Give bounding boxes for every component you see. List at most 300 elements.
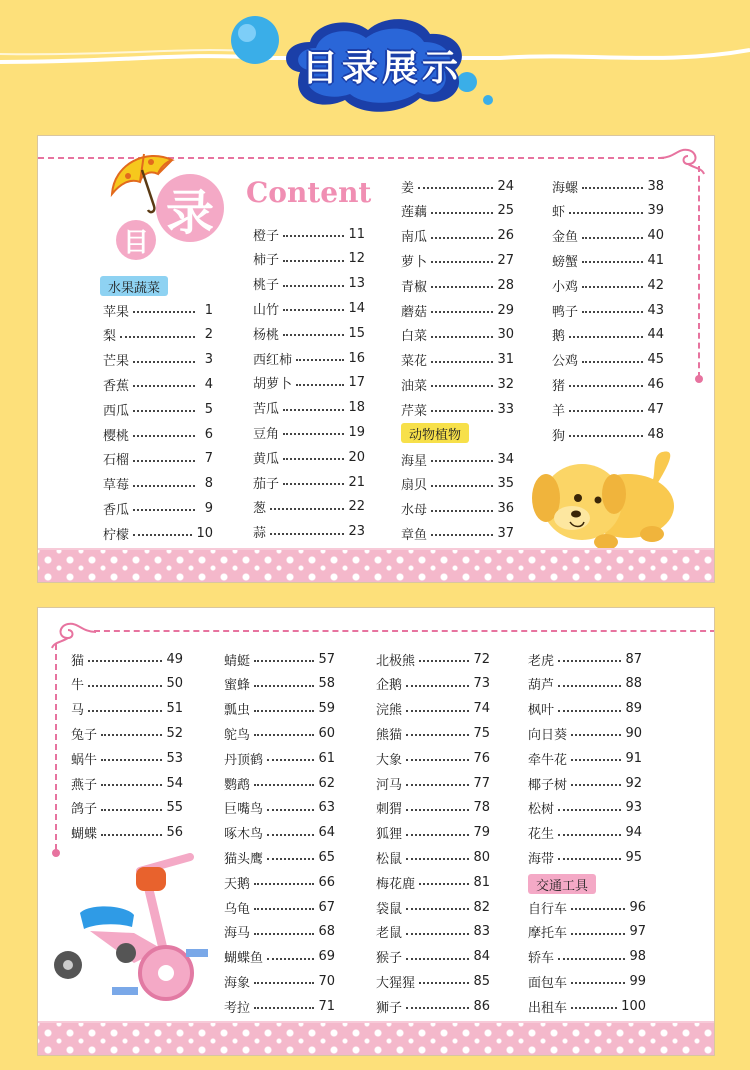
entry-page-number: 82 [473, 899, 490, 915]
entry-name: 马 [71, 703, 85, 719]
entry-name: 蜻蜓 [224, 653, 251, 669]
toc-entry[interactable] [253, 297, 365, 319]
entry-page-number: 20 [348, 449, 365, 465]
toc-entry[interactable] [253, 248, 365, 270]
entry-page-number: 9 [204, 500, 213, 516]
dot-leader [419, 652, 469, 662]
toc-entry[interactable] [528, 822, 642, 844]
entry-name: 松鼠 [376, 851, 403, 867]
entry-name: 蝴蝶 [71, 827, 98, 843]
entry-page-number: 26 [497, 228, 514, 244]
entry-name: 巨嘴鸟 [224, 802, 264, 818]
dot-leader [296, 351, 344, 361]
toc-entry[interactable] [103, 373, 213, 395]
entry-name: 章鱼 [401, 527, 428, 543]
entry-page-number: 4 [204, 376, 213, 392]
toc-entry[interactable] [528, 722, 642, 744]
dot-leader [406, 850, 469, 860]
toc-entry[interactable] [253, 273, 365, 295]
dot-leader [418, 179, 493, 189]
dot-leader [283, 425, 344, 435]
entry-page-number: 98 [629, 949, 646, 965]
toc-entry[interactable] [401, 398, 514, 420]
entry-page-number: 68 [318, 924, 335, 940]
toc-entry[interactable] [103, 398, 213, 420]
entry-name: 北极熊 [376, 653, 416, 669]
dot-leader [283, 301, 344, 311]
entry-page-number: 90 [625, 725, 642, 741]
toc-entry[interactable] [224, 896, 335, 918]
dot-leader [431, 253, 493, 263]
dot-leader [406, 702, 469, 712]
lace-border-bottom [38, 1021, 714, 1055]
toc-entry[interactable] [103, 473, 213, 495]
toc-entry[interactable] [401, 448, 514, 470]
entry-page-number: 71 [318, 998, 335, 1014]
toc-entry[interactable] [224, 648, 335, 670]
toc-entry[interactable] [253, 372, 365, 394]
entry-name: 青椒 [401, 279, 428, 295]
entry-page-number: 65 [318, 849, 335, 865]
dot-leader [133, 303, 195, 313]
bottom-dashed-rule [94, 630, 715, 632]
toc-entry[interactable] [71, 822, 183, 844]
entry-page-number: 48 [647, 426, 664, 442]
entry-name: 黄瓜 [253, 451, 280, 467]
toc-entry[interactable] [528, 747, 642, 769]
entry-page-number: 88 [625, 676, 642, 692]
dot-leader [571, 974, 625, 984]
right-dashed-rule [698, 166, 700, 378]
toc-entry[interactable] [253, 521, 365, 543]
toc-entry[interactable] [528, 995, 646, 1017]
toc-entry[interactable] [224, 871, 335, 893]
entry-name: 扇贝 [401, 478, 428, 494]
dot-leader [431, 328, 493, 338]
entry-name: 乌龟 [224, 901, 251, 917]
entry-name: 西瓜 [103, 403, 130, 419]
entry-page-number: 87 [625, 651, 642, 667]
entry-name: 鸭子 [552, 304, 579, 320]
toc-entry[interactable] [224, 946, 335, 968]
lace-border-top [38, 548, 714, 582]
entry-page-number: 93 [625, 800, 642, 816]
entry-page-number: 3 [204, 352, 213, 368]
toc-entry[interactable] [376, 772, 490, 794]
entry-name: 面包车 [528, 975, 568, 991]
entry-name: 考拉 [224, 1000, 251, 1016]
entry-page-number: 45 [647, 352, 664, 368]
entry-page-number: 37 [497, 525, 514, 541]
toc-entry[interactable] [401, 274, 514, 296]
toc-entry[interactable] [71, 772, 183, 794]
dot-leader [558, 801, 621, 811]
entry-page-number: 10 [196, 525, 213, 541]
dot-leader [431, 204, 493, 214]
dot-leader [406, 900, 469, 910]
entry-page-number: 60 [318, 725, 335, 741]
entry-name: 大象 [376, 752, 403, 768]
entry-name: 鹦鹉 [224, 777, 251, 793]
toc-entry[interactable] [552, 249, 664, 271]
entry-name: 油菜 [401, 378, 428, 394]
entry-name: 花生 [528, 827, 555, 843]
toc-entry[interactable] [224, 846, 335, 868]
entry-page-number: 14 [348, 300, 365, 316]
toc-entry[interactable] [552, 398, 664, 420]
entry-page-number: 62 [318, 775, 335, 791]
toc-entry[interactable] [103, 324, 213, 346]
entry-name: 虾 [552, 205, 566, 221]
toc-entry[interactable] [376, 846, 490, 868]
entry-page-number: 41 [647, 252, 664, 268]
toc-entry[interactable] [376, 722, 490, 744]
toc-entry[interactable] [552, 423, 664, 445]
toc-entry[interactable] [103, 448, 213, 470]
toc-entry[interactable] [224, 822, 335, 844]
dot-leader [101, 801, 162, 811]
dot-leader [254, 974, 314, 984]
entry-page-number: 55 [166, 800, 183, 816]
category-label: 水果蔬菜 [100, 276, 168, 296]
entry-name: 白菜 [401, 329, 428, 345]
dot-leader [133, 526, 192, 536]
entry-name: 梨 [103, 329, 117, 345]
entry-name: 香瓜 [103, 502, 130, 518]
dot-leader [254, 776, 314, 786]
toc-entry[interactable] [224, 797, 335, 819]
category-label: 动物植物 [401, 423, 469, 443]
dot-leader [558, 826, 621, 836]
toc-entry[interactable] [401, 175, 514, 197]
dot-leader [88, 702, 162, 712]
entry-page-number: 74 [473, 701, 490, 717]
dot-leader [406, 950, 469, 960]
dot-leader [406, 751, 469, 761]
dot-leader [406, 826, 469, 836]
entry-name: 自行车 [528, 901, 568, 917]
entry-name: 海马 [224, 926, 251, 942]
entry-page-number: 40 [647, 228, 664, 244]
entry-name: 熊猫 [376, 727, 403, 743]
toc-entry[interactable] [253, 446, 365, 468]
entry-page-number: 36 [497, 501, 514, 517]
entry-page-number: 42 [647, 277, 664, 293]
toc-entry[interactable] [71, 698, 183, 720]
entry-name: 椰子树 [528, 777, 568, 793]
dot-leader [406, 999, 469, 1009]
entry-name: 茄子 [253, 476, 280, 492]
entry-name: 轿车 [528, 951, 555, 967]
entry-name: 羊 [552, 403, 566, 419]
entry-name: 蜜蜂 [224, 678, 251, 694]
toc-entry[interactable] [103, 423, 213, 445]
toc-entry[interactable] [528, 946, 646, 968]
entry-name: 出租车 [528, 1000, 568, 1016]
toc-entry[interactable] [552, 349, 664, 371]
dot-leader [582, 229, 643, 239]
rule-end-dot [694, 374, 704, 384]
toc-entry[interactable] [103, 299, 213, 321]
dot-leader [431, 477, 493, 487]
dot-leader [283, 277, 344, 287]
entry-page-number: 12 [348, 251, 365, 267]
toc-entry[interactable] [224, 673, 335, 695]
entry-page-number: 13 [348, 276, 365, 292]
entry-page-number: 17 [348, 375, 365, 391]
entry-page-number: 69 [318, 949, 335, 965]
toc-entry[interactable] [401, 473, 514, 495]
toc-entry[interactable] [71, 747, 183, 769]
entry-name: 狗 [552, 428, 566, 444]
entry-page-number: 57 [318, 651, 335, 667]
dot-leader [254, 875, 314, 885]
entry-page-number: 44 [647, 327, 664, 343]
tricycle-illustration [50, 853, 210, 1013]
entry-page-number: 22 [348, 499, 365, 515]
dot-leader [431, 377, 493, 387]
toc-entry[interactable] [253, 223, 365, 245]
toc-entry[interactable] [401, 522, 514, 544]
toc-entry[interactable] [528, 846, 642, 868]
toc-entry[interactable] [401, 324, 514, 346]
entry-name: 水母 [401, 503, 428, 519]
entry-page-number: 52 [166, 725, 183, 741]
entry-name: 蜗牛 [71, 752, 98, 768]
entry-name: 猴子 [376, 951, 403, 967]
entry-page-number: 46 [647, 376, 664, 392]
entry-name: 山竹 [253, 302, 280, 318]
entry-page-number: 38 [647, 178, 664, 194]
toc-entry[interactable] [401, 498, 514, 520]
toc-entry[interactable] [528, 772, 642, 794]
dot-leader [283, 326, 344, 336]
entry-name: 石榴 [103, 453, 130, 469]
entry-page-number: 1 [204, 302, 213, 318]
toc-entry[interactable] [552, 175, 664, 197]
entry-name: 枫叶 [528, 703, 555, 719]
toc-entry[interactable] [401, 249, 514, 271]
dot-leader [431, 526, 493, 536]
dot-leader [254, 925, 314, 935]
dot-leader [406, 726, 469, 736]
toc-entry[interactable] [71, 797, 183, 819]
entry-name: 刺猬 [376, 802, 403, 818]
toc-entry[interactable] [376, 822, 490, 844]
entry-page-number: 72 [473, 651, 490, 667]
entry-name: 燕子 [71, 777, 98, 793]
entry-name: 鹅 [552, 329, 566, 345]
toc-entry[interactable] [376, 747, 490, 769]
entry-page-number: 39 [647, 203, 664, 219]
toc-entry[interactable] [528, 648, 642, 670]
entry-name: 狐狸 [376, 827, 403, 843]
toc-entry[interactable] [376, 896, 490, 918]
toc-entry[interactable] [528, 896, 646, 918]
entry-page-number: 32 [497, 376, 514, 392]
entry-name: 牵牛花 [528, 752, 568, 768]
toc-entry[interactable] [401, 200, 514, 222]
toc-entry[interactable] [103, 522, 213, 544]
dot-leader [582, 253, 643, 263]
dot-leader [582, 303, 643, 313]
toc-entry[interactable] [552, 324, 664, 346]
dot-leader [406, 677, 469, 687]
dot-leader [254, 652, 314, 662]
dot-leader [133, 377, 195, 387]
toc-entry[interactable] [253, 496, 365, 518]
entry-page-number: 7 [204, 451, 213, 467]
toc-page-bottom [37, 607, 715, 1056]
entry-name: 莲藕 [401, 205, 428, 221]
entry-page-number: 84 [473, 949, 490, 965]
entry-page-number: 16 [348, 350, 365, 366]
dot-leader [431, 353, 493, 363]
entry-name: 老鼠 [376, 926, 403, 942]
entry-name: 芒果 [103, 354, 130, 370]
entry-page-number: 67 [318, 899, 335, 915]
entry-name: 狮子 [376, 1000, 403, 1016]
toc-entry[interactable] [376, 698, 490, 720]
toc-entry[interactable] [253, 397, 365, 419]
entry-name: 猫头鹰 [224, 851, 264, 867]
dot-leader [120, 328, 195, 338]
entry-name: 公鸡 [552, 354, 579, 370]
dot-leader [270, 525, 344, 535]
dot-leader [88, 652, 162, 662]
toc-entry[interactable] [552, 274, 664, 296]
entry-page-number: 2 [204, 327, 213, 343]
entry-page-number: 66 [318, 874, 335, 890]
toc-entry[interactable] [224, 722, 335, 744]
entry-name: 胡萝卜 [253, 377, 293, 393]
toc-entry[interactable] [376, 921, 490, 943]
toc-entry[interactable] [376, 946, 490, 968]
entry-page-number: 75 [473, 725, 490, 741]
toc-entry[interactable] [224, 772, 335, 794]
dot-leader [101, 826, 162, 836]
heading-mu: 目 [116, 220, 156, 260]
entry-name: 海象 [224, 975, 251, 991]
toc-entry[interactable] [71, 722, 183, 744]
dot-leader [406, 801, 469, 811]
toc-entry[interactable] [552, 225, 664, 247]
entry-page-number: 100 [621, 998, 646, 1014]
dot-leader [406, 925, 469, 935]
toc-entry[interactable] [552, 200, 664, 222]
entry-page-number: 89 [625, 701, 642, 717]
dot-leader [283, 252, 344, 262]
toc-entry[interactable] [253, 471, 365, 493]
toc-entry[interactable] [224, 698, 335, 720]
dot-leader [283, 450, 344, 460]
dot-leader [254, 900, 314, 910]
toc-entry[interactable] [224, 921, 335, 943]
entry-page-number: 79 [473, 825, 490, 841]
entry-name: 摩托车 [528, 926, 568, 942]
entry-page-number: 47 [647, 401, 664, 417]
toc-entry[interactable] [552, 373, 664, 395]
toc-entry[interactable] [253, 347, 365, 369]
toc-entry[interactable] [103, 349, 213, 371]
toc-entry[interactable] [401, 225, 514, 247]
toc-entry[interactable] [376, 995, 490, 1017]
toc-entry[interactable] [376, 797, 490, 819]
entry-page-number: 64 [318, 825, 335, 841]
toc-entry[interactable] [253, 322, 365, 344]
toc-entry[interactable] [552, 299, 664, 321]
toc-entry[interactable] [528, 797, 642, 819]
entry-page-number: 59 [318, 701, 335, 717]
toc-entry[interactable] [401, 299, 514, 321]
dot-leader [133, 477, 195, 487]
category-label: 交通工具 [528, 874, 596, 894]
dot-leader [267, 801, 314, 811]
left-dashed-rule [55, 644, 57, 850]
entry-page-number: 34 [497, 451, 514, 467]
entry-page-number: 5 [204, 401, 213, 417]
dot-leader [569, 204, 643, 214]
entry-name: 松树 [528, 802, 555, 818]
toc-entry[interactable] [71, 648, 183, 670]
entry-page-number: 86 [473, 998, 490, 1014]
dot-leader [571, 925, 625, 935]
toc-entry[interactable] [401, 349, 514, 371]
puppy-illustration [528, 446, 678, 558]
entry-page-number: 83 [473, 924, 490, 940]
entry-name: 螃蟹 [552, 254, 579, 270]
entry-name: 柠檬 [103, 527, 130, 543]
toc-entry[interactable] [253, 421, 365, 443]
toc-entry[interactable] [224, 995, 335, 1017]
toc-entry[interactable] [103, 497, 213, 519]
toc-entry[interactable] [376, 673, 490, 695]
entry-name: 蒜 [253, 526, 267, 542]
toc-entry[interactable] [376, 871, 490, 893]
toc-page-top [37, 135, 715, 583]
toc-entry[interactable] [528, 673, 642, 695]
dot-leader [283, 401, 344, 411]
entry-name: 浣熊 [376, 703, 403, 719]
entry-page-number: 56 [166, 825, 183, 841]
toc-entry[interactable] [376, 970, 490, 992]
toc-entry[interactable] [528, 698, 642, 720]
toc-entry[interactable] [401, 373, 514, 395]
toc-entry[interactable] [71, 673, 183, 695]
entry-name: 牛 [71, 678, 85, 694]
dot-leader [571, 751, 621, 761]
entry-name: 鸵鸟 [224, 727, 251, 743]
toc-entry[interactable] [224, 747, 335, 769]
entry-page-number: 54 [166, 775, 183, 791]
toc-entry[interactable] [528, 921, 646, 943]
swirl-ornament-icon [658, 146, 708, 176]
entry-name: 兔子 [71, 727, 98, 743]
dot-leader [88, 677, 162, 687]
page-title: 目录展示 [301, 48, 462, 89]
entry-name: 杨桃 [253, 327, 280, 343]
toc-entry[interactable] [376, 648, 490, 670]
entry-name: 桃子 [253, 278, 280, 294]
entry-name: 海螺 [552, 180, 579, 196]
entry-page-number: 73 [473, 676, 490, 692]
dot-leader [267, 950, 314, 960]
entry-page-number: 76 [473, 750, 490, 766]
toc-entry[interactable] [528, 970, 646, 992]
toc-entry[interactable] [224, 970, 335, 992]
dot-leader [569, 427, 643, 437]
entry-name: 蘑菇 [401, 304, 428, 320]
